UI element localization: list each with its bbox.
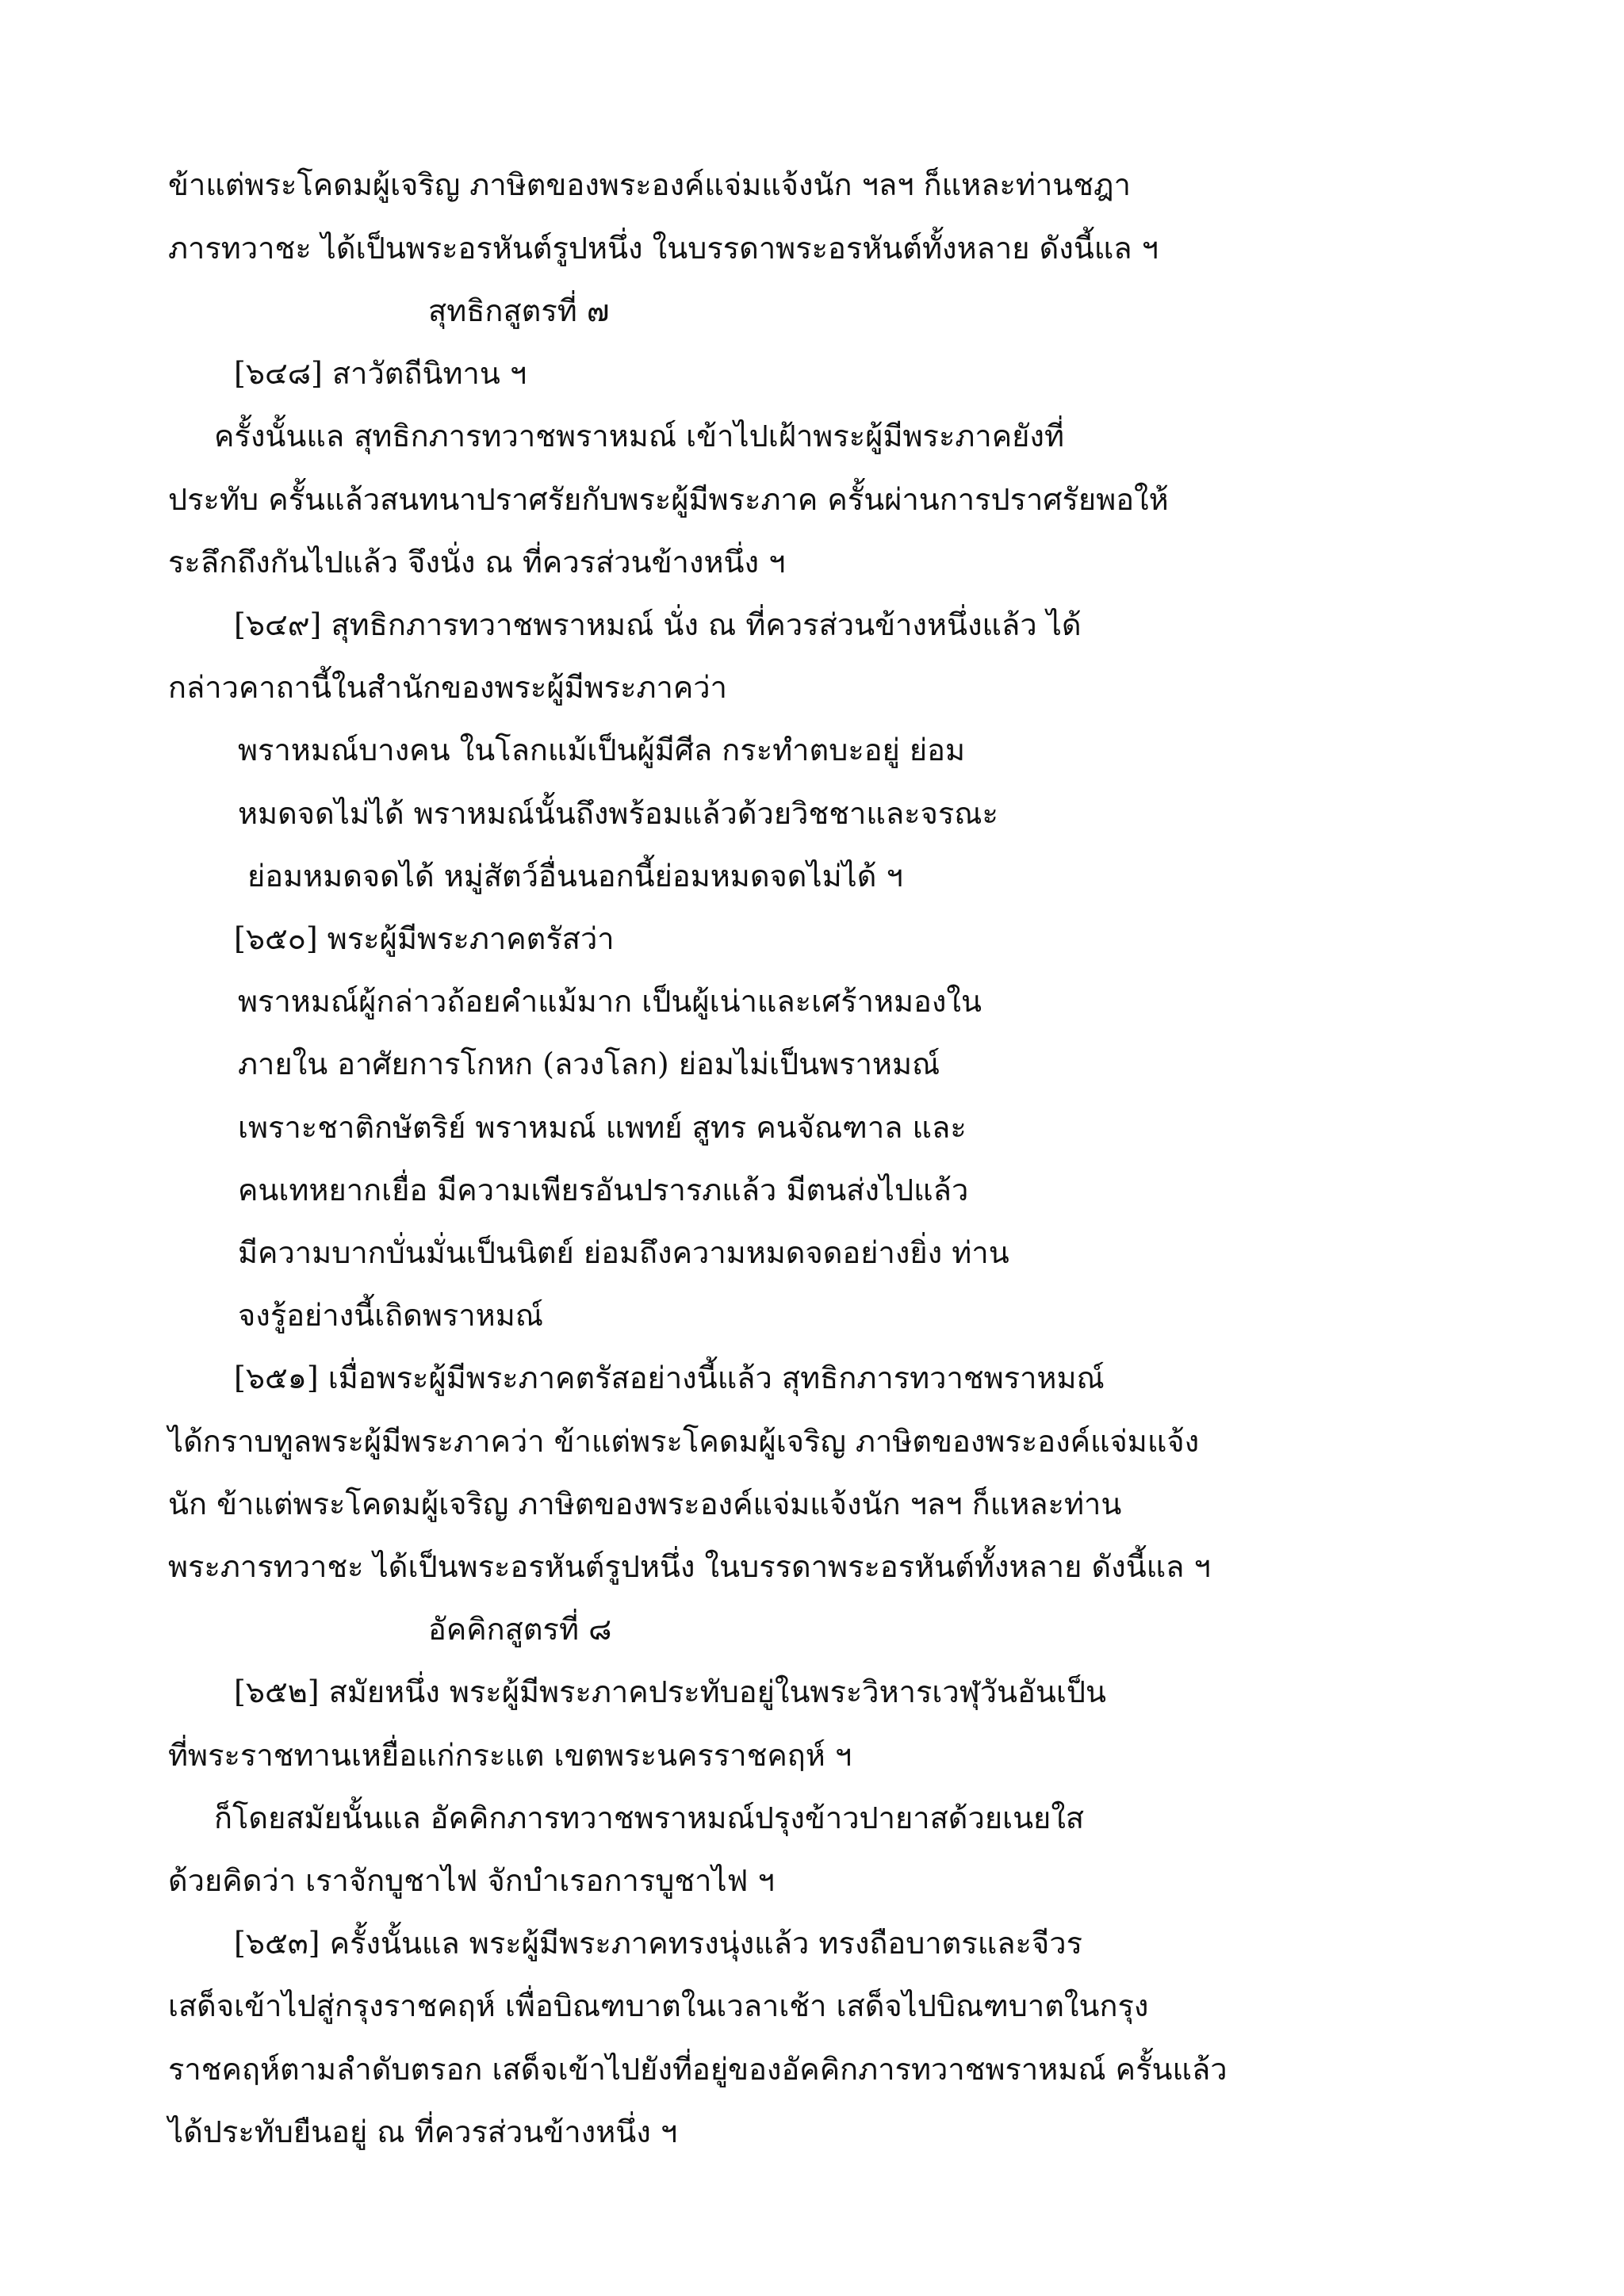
verse-line: มีความบากบั่นมั่นเป็นนิตย์ ย่อมถึงความหมดจดอย่างยิ่ง ท่าน	[238, 1235, 1009, 1270]
paragraph-number-line: [๖๔๙] สุทธิกภารทวาชพราหมณ์ นั่ง ณ ที่ควรส่วนข้างหนึ่งแล้ว ได้	[234, 607, 1082, 642]
text-line: ครั้งนั้นแล สุทธิกภารทวาชพราหมณ์ เข้าไปเฝ้าพระผู้มีพระภาคยังที่	[214, 419, 1065, 453]
text-line: ข้าแต่พระโคดมผู้เจริญ ภาษิตของพระองค์แจ่มแจ้งนัก ฯลฯ ก็แหละท่านชฎา	[168, 167, 1131, 202]
verse-line: ย่อมหมดจดได้ หมู่สัตว์อื่นนอกนี้ย่อมหมดจดไม่ได้ ฯ	[247, 859, 903, 894]
section-title: อัคคิกสูตรที่ ๘	[428, 1612, 612, 1647]
text-line: พระภารทวาชะ ได้เป็นพระอรหันต์รูปหนึ่ง ในบรรดาพระอรหันต์ทั้งหลาย ดังนี้แล ฯ	[168, 1549, 1211, 1584]
verse-line: หมดจดไม่ได้ พราหมณ์นั้นถึงพร้อมแล้วด้วยวิชชาและจรณะ	[238, 796, 998, 831]
text-line: ที่พระราชทานเหยื่อแก่กระแต เขตพระนครราชคฤห์ ฯ	[168, 1738, 852, 1773]
verse-line: พราหมณ์ผู้กล่าวถ้อยคำแม้มาก เป็นผู้เน่าและเศร้าหมองใน	[238, 984, 982, 1019]
text-line: ประทับ ครั้นแล้วสนทนาปราศรัยกับพระผู้มีพระภาค ครั้นผ่านการปราศรัยพอให้	[168, 482, 1169, 517]
text-line: เสด็จเข้าไปสู่กรุงราชคฤห์ เพื่อบิณฑบาตในเวลาเช้า เสด็จไปบิณฑบาตในกรุง	[168, 1988, 1149, 2023]
text-line: ราชคฤห์ตามลำดับตรอก เสด็จเข้าไปยังที่อยู่ของอัคคิกภารทวาชพราหมณ์ ครั้นแล้ว	[168, 2052, 1228, 2087]
paragraph-number-line: [๖๕๒] สมัยหนึ่ง พระผู้มีพระภาคประทับอยู่ในพระวิหารเวฬุวันอันเป็น	[234, 1674, 1106, 1709]
paragraph-number-line: [๖๔๘] สาวัตถีนิทาน ฯ	[234, 356, 527, 391]
verse-line: จงรู้อย่างนี้เถิดพราหมณ์	[238, 1298, 544, 1333]
verse-line: คนเทหยากเยื่อ มีความเพียรอันปรารภแล้ว มีตนส่งไปแล้ว	[238, 1173, 969, 1207]
verse-line: ภายใน อาศัยการโกหก (ลวงโลก) ย่อมไม่เป็นพราหมณ์	[238, 1047, 940, 1081]
text-line: ด้วยคิดว่า เราจักบูชาไฟ จักบำเรอการบูชาไฟ ฯ	[168, 1863, 775, 1898]
paragraph-number-line: [๖๕๑] เมื่อพระผู้มีพระภาคตรัสอย่างนี้แล้ว สุทธิกภารทวาชพราหมณ์	[234, 1360, 1105, 1395]
text-line: ได้ประทับยืนอยู่ ณ ที่ควรส่วนข้างหนึ่ง ฯ	[168, 2114, 678, 2149]
paragraph-number-line: [๖๕๐] พระผู้มีพระภาคตรัสว่า	[234, 921, 615, 956]
verse-line: พราหมณ์บางคน ในโลกแม้เป็นผู้มีศีล กระทำตบะอยู่ ย่อม	[238, 733, 966, 767]
section-title: สุทธิกสูตรที่ ๗	[428, 293, 610, 328]
text-line: ก็โดยสมัยนั้นแล อัคคิกภารทวาชพราหมณ์ปรุงข้าวปายาสด้วยเนยใส	[214, 1800, 1085, 1835]
verse-line: เพราะชาติกษัตริย์ พราหมณ์ แพทย์ สูทร คนจัณฑาล และ	[238, 1110, 967, 1145]
text-line: ระลึกถึงกันไปแล้ว จึงนั่ง ณ ที่ควรส่วนข้างหนึ่ง ฯ	[168, 545, 786, 580]
text-line: ภารทวาชะ ได้เป็นพระอรหันต์รูปหนึ่ง ในบรรดาพระอรหันต์ทั้งหลาย ดังนี้แล ฯ	[168, 231, 1159, 266]
paragraph-number-line: [๖๕๓] ครั้งนั้นแล พระผู้มีพระภาคทรงนุ่งแล้ว ทรงถือบาตรและจีวร	[234, 1926, 1082, 1961]
text-line: นัก ข้าแต่พระโคดมผู้เจริญ ภาษิตของพระองค์แจ่มแจ้งนัก ฯลฯ ก็แหละท่าน	[168, 1487, 1122, 1521]
text-line: ได้กราบทูลพระผู้มีพระภาคว่า ข้าแต่พระโคดมผู้เจริญ ภาษิตของพระองค์แจ่มแจ้ง	[168, 1424, 1200, 1459]
text-line: กล่าวคาถานี้ในสำนักของพระผู้มีพระภาคว่า	[168, 670, 727, 705]
